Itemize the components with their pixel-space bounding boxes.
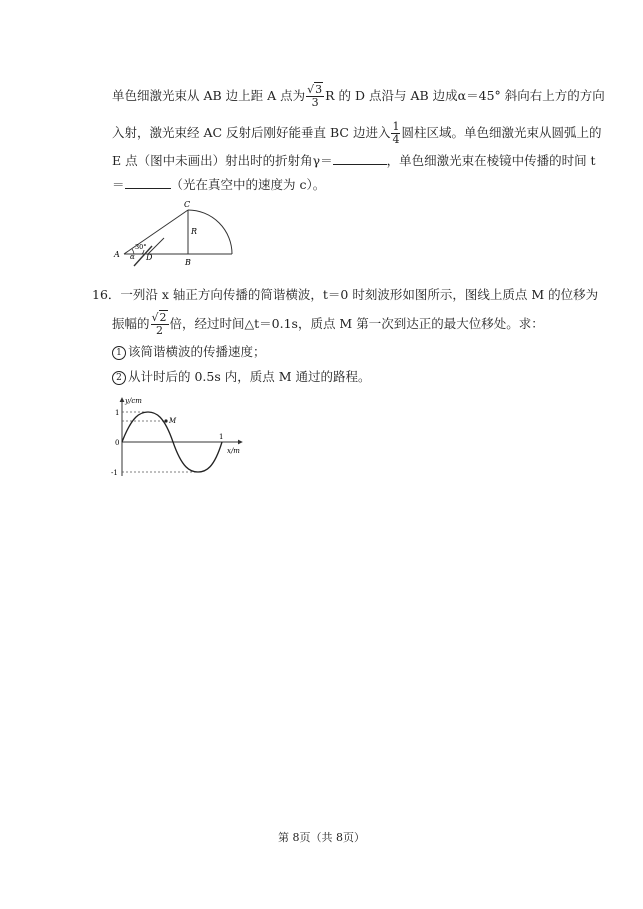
axis-label-y: y/cm xyxy=(125,397,142,405)
point-m xyxy=(164,419,167,422)
text-segment: （光在真空中的速度为 c）。 xyxy=(170,177,326,192)
text-segment: E 点（图中未画出）射出时的折射角γ＝ xyxy=(112,153,333,168)
text-segment: 单色细激光束从 AB 边上距 A 点为 xyxy=(112,88,306,103)
denominator: 2 xyxy=(156,324,164,337)
label-b: B xyxy=(185,258,191,267)
p15-line-3 xyxy=(112,152,596,170)
p16-line-1: 16．一列沿 x 轴正方向传播的简谐横波，t＝0 时刻波形如图所示，图线上质点 M 的位移为 xyxy=(92,287,599,302)
p15-line-2 xyxy=(112,120,602,146)
label-30: 30° xyxy=(135,243,147,251)
label-m: M xyxy=(169,417,177,425)
p16-line-2 xyxy=(112,312,560,337)
circled-number-1: 1 xyxy=(112,346,126,360)
question-text: 该简谐横波的传播速度； xyxy=(128,344,266,359)
fraction-sqrt2-over-2: $\frac{√2}{2}$ xyxy=(151,311,167,337)
denominator: 3 xyxy=(311,96,319,109)
text-segment: R 的 D 点沿与 AB 边成α＝45° 斜向右上方的方向 xyxy=(325,88,605,103)
answer-blank-time[interactable] xyxy=(125,188,171,189)
tick-y-1: 1 xyxy=(115,409,120,417)
question-text: 从计时后的 0.5s 内，质点 M 通过的路程。 xyxy=(128,369,371,384)
denominator: 4 xyxy=(392,133,400,146)
text-segment: ＝ xyxy=(112,177,125,192)
p15-line-1 xyxy=(112,83,605,109)
wave-figure xyxy=(110,394,250,480)
circled-number-2: 2 xyxy=(112,371,126,385)
label-c: C xyxy=(184,200,191,209)
p15-line-4 xyxy=(112,176,560,194)
text-segment: 倍，经过时间△t＝0.1s，质点 M 第一次到达正的最大位移处。求： xyxy=(169,316,544,331)
label-alpha: α xyxy=(130,253,135,261)
text-segment: ，单色细激光束在棱镜中传播的时间 t xyxy=(386,153,596,168)
text-segment: 振幅的 xyxy=(112,316,150,331)
text-segment: 入射，激光束经 AC 反射后刚好能垂直 BC 边进入 xyxy=(112,125,391,140)
text-segment: 圆柱区域。单色细激光束从圆弧上的 xyxy=(401,125,602,140)
p16-question-2 xyxy=(112,368,560,386)
reflected-ray xyxy=(148,238,164,254)
tick-origin: 0 xyxy=(115,439,120,447)
answer-blank-gamma[interactable] xyxy=(333,164,387,165)
tick-x-1: 1 xyxy=(219,433,224,441)
fraction-sqrt3-over-3: $\frac{√3}{3}$ xyxy=(307,83,323,109)
tick-y-neg1: -1 xyxy=(111,469,118,477)
prism-figure xyxy=(106,196,256,268)
fraction-one-quarter xyxy=(391,121,400,146)
axis-label-x: x/m xyxy=(227,447,240,455)
edge-ac xyxy=(124,210,188,254)
label-r: R xyxy=(191,227,198,236)
numerator: 1 xyxy=(392,120,400,133)
radicand: 3 xyxy=(315,83,323,96)
p16-question-1 xyxy=(112,343,560,361)
page-footer: 第 8页（共 8页） xyxy=(278,831,365,844)
label-d: D xyxy=(146,253,153,262)
radicand: 2 xyxy=(159,311,167,324)
label-a: A xyxy=(114,250,120,259)
